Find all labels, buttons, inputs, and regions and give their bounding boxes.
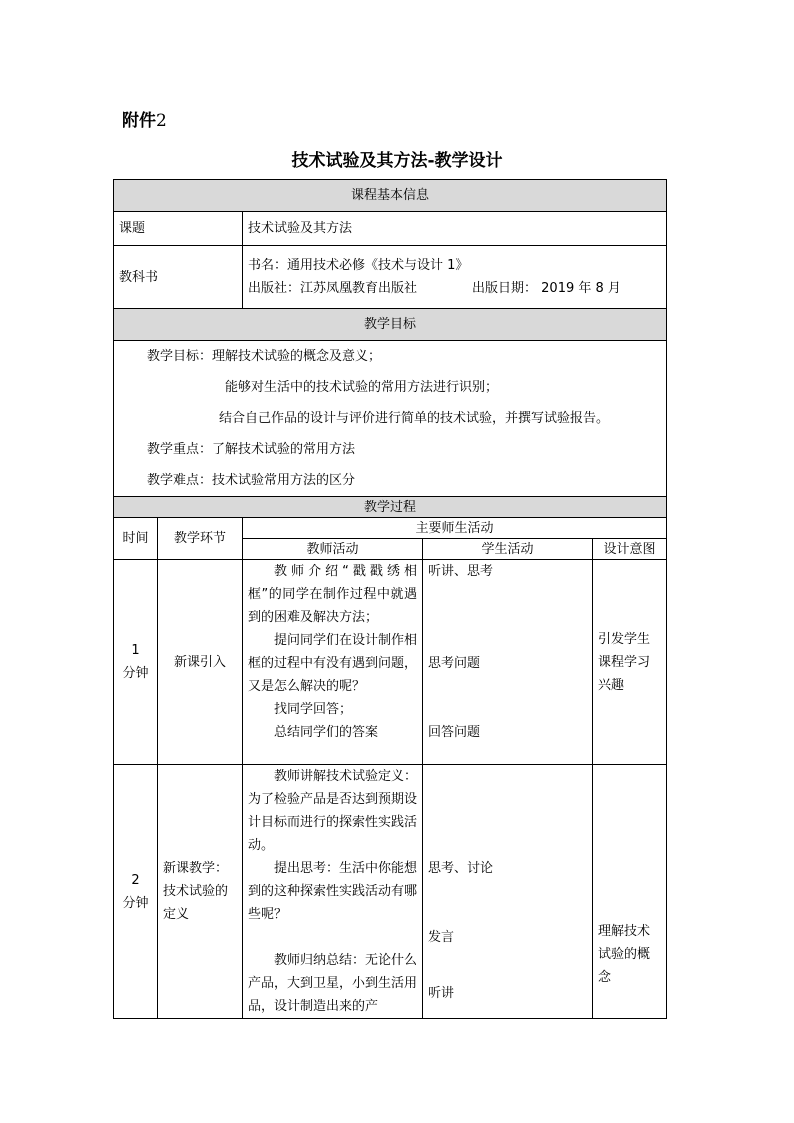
topic-label: 课题 (114, 212, 243, 246)
attachment-label-text: 附件 (122, 111, 156, 131)
goals-content (114, 341, 667, 497)
key-point: 教学重点：了解技术试验的常用方法 (147, 442, 356, 457)
process-header: 教学过程 (114, 497, 667, 518)
row2-student-2: 发言 (428, 930, 455, 945)
row1-student-1: 听讲、思考 (428, 564, 494, 579)
row2-time-number: 2 (131, 872, 140, 888)
row1-design-intent: 引发学生课程学习兴趣 (593, 560, 667, 765)
row2-teacher-p2: 提出思考：生活中你能想到的这种探索性实践活动有哪些呢？ (248, 861, 418, 922)
publication-date: 出版日期： 2019 年 8 月 (472, 281, 621, 296)
row1-time (114, 560, 158, 765)
row1-teacher-p2: 提问同学们在设计制作相框的过程中有没有遇到问题，又是怎么解决的呢？ (248, 633, 418, 694)
row2-student-1: 思考、讨论 (428, 861, 494, 876)
row1-time-number: 1 (131, 643, 140, 658)
basic-info-header: 课程基本信息 (114, 180, 667, 212)
textbook-label: 教科书 (114, 246, 243, 309)
row2-design-intent: 理解技术试验的概念 (593, 765, 667, 1019)
row1-teacher-p1: 教师介绍“戳戳绣相框”的同学在制作过程中就遇到的困难及解决方法； (248, 564, 417, 625)
col-teacher: 教师活动 (243, 539, 423, 560)
row2-stage: 新课教学：技术试验的定义 (158, 765, 243, 1019)
book-name: 书名：通用技术必修《技术与设计 1》 (248, 258, 469, 273)
publisher: 出版社：江苏凤凰教育出版社 (248, 281, 418, 296)
lesson-design-table (113, 179, 667, 1019)
table-row (114, 765, 667, 1019)
publisher-row (248, 277, 661, 300)
row1-stage: 新课引入 (158, 560, 243, 765)
row2-time (114, 765, 158, 1019)
row1-student-2: 思考问题 (428, 656, 481, 671)
col-stage: 教学环节 (158, 518, 243, 560)
attachment-number: 2 (156, 111, 167, 131)
goal-line-2: 能够对生活中的技术试验的常用方法进行识别； (225, 380, 499, 395)
table-row (114, 560, 667, 765)
row1-time-unit: 分钟 (122, 666, 149, 681)
col-intent: 设计意图 (593, 539, 667, 560)
goals-header: 教学目标 (114, 309, 667, 341)
row2-student-activity (423, 765, 593, 1019)
row1-teacher-p4: 总结同学们的答案 (274, 725, 379, 740)
row2-teacher-p3: 教师归纳总结：无论什么产品，大到卫星，小到生活用品，设计制造出来的产 (248, 953, 418, 1014)
textbook-info (243, 246, 667, 309)
attachment-label (122, 106, 167, 131)
col-main-activities: 主要师生活动 (243, 518, 667, 539)
difficult-point: 教学难点：技术试验常用方法的区分 (147, 473, 356, 488)
row1-teacher-p3: 找同学回答； (274, 702, 353, 717)
goal-line-1: 教学目标：理解技术试验的概念及意义； (147, 349, 382, 364)
row1-student-3: 回答问题 (428, 725, 481, 740)
row2-time-unit: 分钟 (122, 895, 149, 911)
row2-teacher-activity (243, 765, 423, 1019)
row2-teacher-p1: 教师讲解技术试验定义：为了检验产品是否达到预期设计目标而进行的探索性实践活动。 (248, 769, 418, 853)
col-time: 时间 (114, 518, 158, 560)
col-student: 学生活动 (423, 539, 593, 560)
topic-value: 技术试验及其方法 (243, 212, 667, 246)
row1-teacher-activity (243, 560, 423, 765)
row1-student-activity (423, 560, 593, 765)
row2-student-3: 听讲 (428, 986, 455, 1001)
document-title: 技术试验及其方法-教学设计 (291, 151, 503, 171)
goal-line-3: 结合自己作品的设计与评价进行简单的技术试验，并撰写试验报告。 (219, 411, 610, 426)
